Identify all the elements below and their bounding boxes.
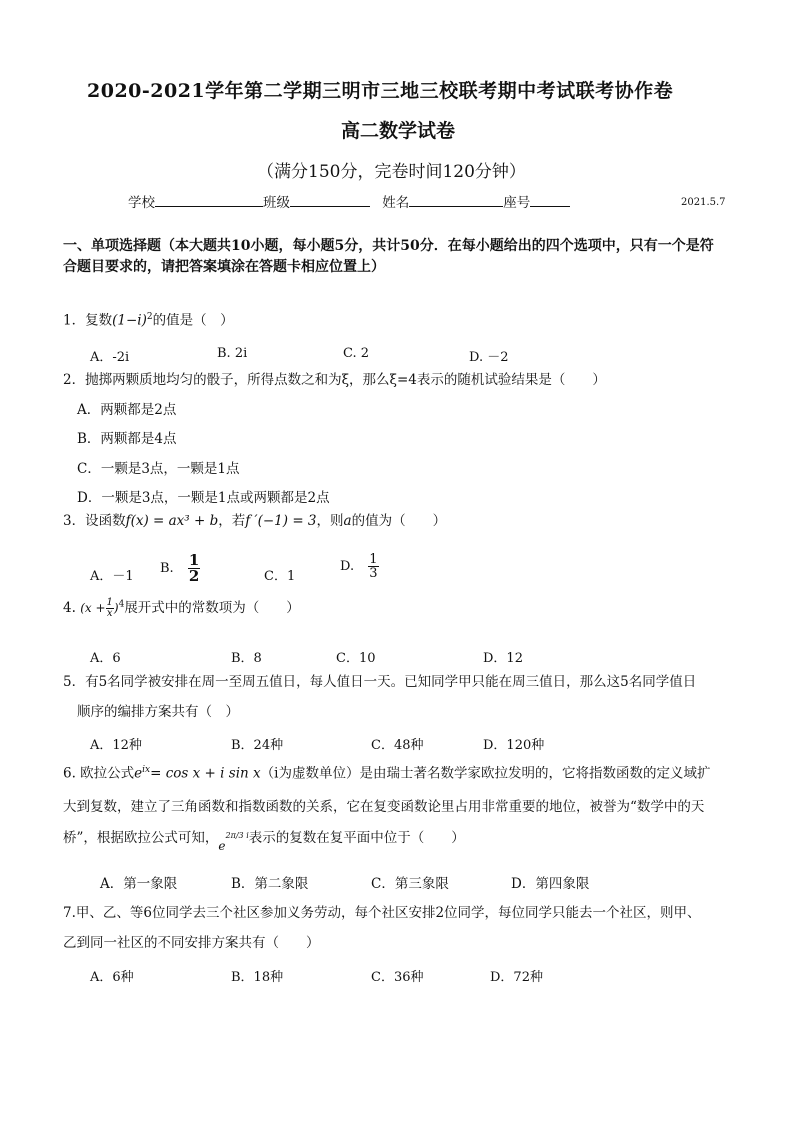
q7-option-d: D．72种 [490,970,543,985]
q3-option-a: A．－1 [90,569,134,584]
question-1: 1．复数$(1-i)^2$的值是（ ） [63,312,234,329]
q7-option-b: B．18种 [231,970,284,985]
q5-option-a: A．12种 [90,738,142,753]
q3-option-b: B. $\frac{1}{2}$ [160,551,200,585]
exam-date: 2021.5.7 [681,197,726,208]
q6-option-a: A．第一象限 [100,876,178,892]
school-blank [155,194,263,207]
seat-label: 座号 [503,195,531,211]
exam-info: （满分150分，完卷时间120分钟） [257,162,526,182]
q2-option-c: C．一颗是3点，一颗是1点 [77,461,240,477]
section1-line2: 合题目要求的，请把答案填涂在答题卡相应位置上） [63,259,385,275]
q6-option-d: D．第四象限 [511,876,590,892]
q3-option-d-fraction: $\frac{1}{3}$ [369,552,378,581]
exam-title: 2020-2021学年第二学期三明市三地三校联考期中考试联考协作卷 [87,80,674,102]
q1-option-b: B. 2i [217,346,248,361]
name-blank [409,194,503,207]
class-label: 班级 [263,195,290,211]
q1-option-c: C. 2 [343,346,370,361]
q7-option-a: A．6种 [90,970,134,985]
q2-option-b: B．两颗都是4点 [77,431,177,447]
q4-option-b: B．8 [231,651,262,666]
q1-option-d: D. －2 [469,350,509,365]
question-3: 3．设函数f(x) = ax³ + b，若f ′(−1) = 3，则a的值为（ ） [63,513,447,529]
q2-option-a: A．两颗都是2点 [77,402,177,418]
q4-option-c: C．10 [336,651,376,666]
exam-subtitle: 高二数学试卷 [341,120,456,142]
question-6-line2: 大到复数，建立了三角函数和指数函数的关系，它在复变函数论里占用非常重要的地位，被誉为“数学中的天 [63,799,705,815]
q3-option-c: C．1 [264,569,296,584]
question-7-line1: 7.甲、乙、等6位同学去三个社区参加义务劳动，每个社区安排2位同学，每位同学只能去一个社区，则甲、 [63,905,701,921]
q5-option-d: D．120种 [483,738,545,753]
question-5-line1: 5．有5名同学被安排在周一至周五值日，每人值日一天。已知同学甲只能在周三值日，那么这5名同学值日 [63,674,697,690]
q4-option-d: D．12 [483,651,523,666]
q6-option-c: C．第三象限 [371,876,449,892]
q7-option-c: C．36种 [371,970,424,985]
q4-option-a: A．6 [90,651,121,666]
q6-option-b: B．第二象限 [231,876,309,892]
q1-option-a: A．-2i [90,350,130,365]
seat-blank [530,194,570,207]
q5-option-c: C．48种 [371,738,424,753]
question-2: 2．抛掷两颗质地均匀的骰子，所得点数之和为ξ，那么ξ=4表示的随机试验结果是（ ） [63,372,606,388]
question-7-line2: 乙到同一社区的不同安排方案共有（ ） [63,935,320,951]
question-5-line2: 顺序的编排方案共有（ ） [77,704,239,720]
q3-option-d: D. $\frac{1}{3}$ [340,552,378,581]
class-blank [290,194,370,207]
section1-line1: 一、单项选择题（本大题共10小题，每小题5分，共计50分．在每小题给出的四个选项中，只有一个是符 [63,238,714,254]
q5-option-b: B．24种 [231,738,284,753]
q2-option-d: D．一颗是3点，一颗是1点或两颗都是2点 [77,490,330,506]
question-6-line3: 桥”，根据欧拉公式可知，$e^{2\pi/3 i}$表示的复数在复平面中位于（ ） [63,830,465,853]
student-fields [128,194,570,211]
q3-option-b-fraction: $\frac{1}{2}$ [188,551,200,585]
question-4: 4. (x + $\frac{1}{x}$ )$^4$展开式中的常数项为（ ） [63,597,300,619]
name-label: 姓名 [382,195,410,211]
school-label: 学校 [128,195,155,211]
question-6-line1: 6. 欧拉公式$e^{ix}= \cos x + i$ sin x（i为虚数单位）是由瑞士著名数学家欧拉发明的，它将指数函数的定义域扩 [63,765,711,782]
